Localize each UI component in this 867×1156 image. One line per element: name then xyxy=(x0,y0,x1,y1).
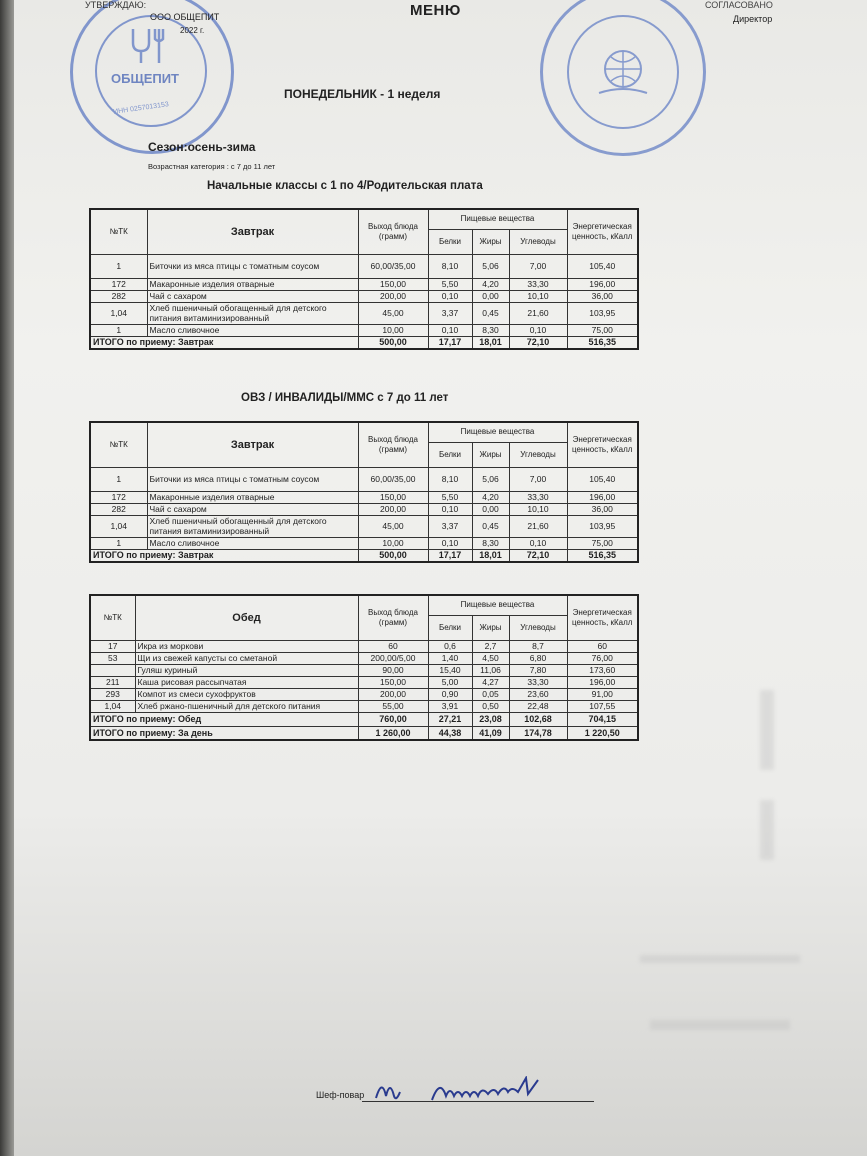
recipe-code: 1 xyxy=(90,254,147,278)
approve-year: 2022 г. xyxy=(180,26,205,35)
col-energy: Энергетическая ценность, кКалл xyxy=(567,422,638,467)
value-cell: 200,00 xyxy=(358,503,428,515)
value-cell: 150,00 xyxy=(358,491,428,503)
value-cell: 8,7 xyxy=(509,640,567,652)
col-nutrients: Пищевые вещества xyxy=(428,422,567,442)
col-yield: Выход блюда (грамм) xyxy=(358,595,428,640)
menu-title: МЕНЮ xyxy=(410,2,461,19)
table-row xyxy=(90,491,638,503)
approve-org: ООО ОБЩЕПИТ xyxy=(150,12,220,22)
value-cell: 105,40 xyxy=(567,254,638,278)
breakfast-table-ovz xyxy=(89,421,639,563)
total-cell: 704,15 xyxy=(567,712,638,726)
value-cell: 8,10 xyxy=(428,254,472,278)
total-label: ИТОГО по приему: Завтрак xyxy=(90,336,358,349)
day-total-cell: 44,38 xyxy=(428,726,472,740)
total-row xyxy=(90,549,638,562)
dish-name: Макаронные изделия отварные xyxy=(147,491,358,503)
company-stamp-inn: ИНН 0257013153 xyxy=(112,101,170,116)
value-cell: 23,60 xyxy=(509,688,567,700)
globe-book-icon xyxy=(591,39,655,103)
total-cell: 72,10 xyxy=(509,549,567,562)
dish-name: Хлеб ржано-пшеничный для детского питания xyxy=(135,700,358,712)
value-cell: 0,10 xyxy=(428,324,472,336)
dish-name: Каша рисовая рассыпчатая xyxy=(135,676,358,688)
value-cell: 15,40 xyxy=(428,664,472,676)
value-cell: 150,00 xyxy=(358,278,428,290)
table-row xyxy=(90,700,638,712)
agree-label: СОГЛАСОВАНО xyxy=(705,0,773,10)
col-fat: Жиры xyxy=(472,442,509,467)
breakfast-table-primary xyxy=(89,208,639,350)
col-yield: Выход блюда (грамм) xyxy=(358,422,428,467)
recipe-code: 1 xyxy=(90,324,147,336)
dish-name: Чай с сахаром xyxy=(147,290,358,302)
day-total-label: ИТОГО по приему: За день xyxy=(90,726,358,740)
value-cell: 5,06 xyxy=(472,467,509,491)
dish-name: Макаронные изделия отварные xyxy=(147,278,358,290)
value-cell: 2,7 xyxy=(472,640,509,652)
col-yield: Выход блюда (грамм) xyxy=(358,209,428,254)
value-cell: 5,06 xyxy=(472,254,509,278)
total-cell: 516,35 xyxy=(567,549,638,562)
value-cell: 6,80 xyxy=(509,652,567,664)
table-row xyxy=(90,302,638,324)
value-cell: 33,30 xyxy=(509,676,567,688)
value-cell: 107,55 xyxy=(567,700,638,712)
value-cell: 4,20 xyxy=(472,491,509,503)
dish-name: Гуляш куриный xyxy=(135,664,358,676)
bleed-through-mark xyxy=(650,1020,790,1030)
col-carbs: Углеводы xyxy=(509,442,567,467)
value-cell: 0,50 xyxy=(472,700,509,712)
day-title: ПОНЕДЕЛЬНИК - 1 неделя xyxy=(284,87,441,101)
total-cell: 760,00 xyxy=(358,712,428,726)
col-fat: Жиры xyxy=(472,615,509,640)
value-cell: 10,10 xyxy=(509,503,567,515)
value-cell: 5,50 xyxy=(428,491,472,503)
value-cell: 60,00/35,00 xyxy=(358,467,428,491)
meal-name: Завтрак xyxy=(147,209,358,254)
agree-role: Директор xyxy=(733,14,773,24)
value-cell: 11,06 xyxy=(472,664,509,676)
value-cell: 3,37 xyxy=(428,515,472,537)
value-cell: 0,10 xyxy=(428,503,472,515)
value-cell: 36,00 xyxy=(567,503,638,515)
table-row xyxy=(90,664,638,676)
col-energy: Энергетическая ценность, кКалл xyxy=(567,595,638,640)
value-cell: 21,60 xyxy=(509,302,567,324)
recipe-code: 1 xyxy=(90,467,147,491)
recipe-code: 1,04 xyxy=(90,302,147,324)
dish-name: Икра из моркови xyxy=(135,640,358,652)
section-title-ovz: ОВЗ / ИНВАЛИДЫ/ММС с 7 до 11 лет xyxy=(241,392,449,404)
dish-name: Масло сливочное xyxy=(147,537,358,549)
value-cell: 7,80 xyxy=(509,664,567,676)
value-cell: 196,00 xyxy=(567,491,638,503)
recipe-code: 293 xyxy=(90,688,135,700)
value-cell: 7,00 xyxy=(509,467,567,491)
value-cell: 10,10 xyxy=(509,290,567,302)
value-cell: 4,20 xyxy=(472,278,509,290)
bleed-through-mark xyxy=(760,690,774,770)
table-row xyxy=(90,467,638,491)
value-cell: 0,45 xyxy=(472,515,509,537)
recipe-code xyxy=(90,664,135,676)
total-cell: 23,08 xyxy=(472,712,509,726)
value-cell: 91,00 xyxy=(567,688,638,700)
value-cell: 196,00 xyxy=(567,676,638,688)
value-cell: 45,00 xyxy=(358,302,428,324)
value-cell: 196,00 xyxy=(567,278,638,290)
bleed-through-mark xyxy=(640,955,800,963)
company-stamp-text: ОБЩЕПИТ xyxy=(111,71,180,86)
value-cell: 0,45 xyxy=(472,302,509,324)
chef-signature xyxy=(372,1076,602,1106)
value-cell: 0,05 xyxy=(472,688,509,700)
value-cell: 60 xyxy=(358,640,428,652)
day-total-cell: 1 260,00 xyxy=(358,726,428,740)
dish-name: Масло сливочное xyxy=(147,324,358,336)
value-cell: 200,00/5,00 xyxy=(358,652,428,664)
dish-name: Компот из смеси сухофруктов xyxy=(135,688,358,700)
col-code: №ТК xyxy=(90,209,147,254)
value-cell: 0,10 xyxy=(509,537,567,549)
value-cell: 7,00 xyxy=(509,254,567,278)
recipe-code: 1,04 xyxy=(90,700,135,712)
total-cell: 18,01 xyxy=(472,549,509,562)
table-row xyxy=(90,652,638,664)
page-edge-shadow xyxy=(0,0,14,1156)
table-row xyxy=(90,324,638,336)
recipe-code: 1 xyxy=(90,537,147,549)
meal-name: Обед xyxy=(135,595,358,640)
table-row xyxy=(90,640,638,652)
recipe-code: 172 xyxy=(90,491,147,503)
total-cell: 500,00 xyxy=(358,549,428,562)
value-cell: 0,00 xyxy=(472,290,509,302)
value-cell: 0,10 xyxy=(428,537,472,549)
total-label: ИТОГО по приему: Завтрак xyxy=(90,549,358,562)
total-cell: 516,35 xyxy=(567,336,638,349)
value-cell: 3,37 xyxy=(428,302,472,324)
value-cell: 0,10 xyxy=(509,324,567,336)
value-cell: 8,30 xyxy=(472,324,509,336)
chef-label: Шеф-повар xyxy=(316,1090,365,1100)
value-cell: 5,00 xyxy=(428,676,472,688)
value-cell: 0,6 xyxy=(428,640,472,652)
value-cell: 8,30 xyxy=(472,537,509,549)
dish-name: Биточки из мяса птицы с томатным соусом xyxy=(147,467,358,491)
value-cell: 55,00 xyxy=(358,700,428,712)
recipe-code: 282 xyxy=(90,503,147,515)
total-cell: 27,21 xyxy=(428,712,472,726)
total-row xyxy=(90,336,638,349)
value-cell: 105,40 xyxy=(567,467,638,491)
value-cell: 103,95 xyxy=(567,302,638,324)
total-cell: 17,17 xyxy=(428,549,472,562)
dish-name: Хлеб пшеничный обогащенный для детского питания витаминизированный xyxy=(147,515,358,537)
value-cell: 21,60 xyxy=(509,515,567,537)
value-cell: 33,30 xyxy=(509,491,567,503)
value-cell: 5,50 xyxy=(428,278,472,290)
table-row xyxy=(90,278,638,290)
total-cell: 72,10 xyxy=(509,336,567,349)
dish-name: Хлеб пшеничный обогащенный для детского питания витаминизированный xyxy=(147,302,358,324)
bleed-through-mark xyxy=(760,800,774,860)
total-cell: 17,17 xyxy=(428,336,472,349)
col-nutrients: Пищевые вещества xyxy=(428,209,567,229)
value-cell: 4,50 xyxy=(472,652,509,664)
value-cell: 0,00 xyxy=(472,503,509,515)
table-row xyxy=(90,503,638,515)
value-cell: 173,60 xyxy=(567,664,638,676)
recipe-code: 211 xyxy=(90,676,135,688)
recipe-code: 172 xyxy=(90,278,147,290)
value-cell: 0,10 xyxy=(428,290,472,302)
cutlery-icon xyxy=(125,25,175,65)
value-cell: 33,30 xyxy=(509,278,567,290)
value-cell: 4,27 xyxy=(472,676,509,688)
table-row xyxy=(90,688,638,700)
value-cell: 10,00 xyxy=(358,537,428,549)
value-cell: 22,48 xyxy=(509,700,567,712)
value-cell: 90,00 xyxy=(358,664,428,676)
day-total-cell: 41,09 xyxy=(472,726,509,740)
value-cell: 75,00 xyxy=(567,324,638,336)
col-carbs: Углеводы xyxy=(509,615,567,640)
value-cell: 75,00 xyxy=(567,537,638,549)
col-carbs: Углеводы xyxy=(509,229,567,254)
value-cell: 60,00/35,00 xyxy=(358,254,428,278)
dish-name: Чай с сахаром xyxy=(147,503,358,515)
season: Сезон:осень-зима xyxy=(148,140,256,154)
value-cell: 0,90 xyxy=(428,688,472,700)
value-cell: 60 xyxy=(567,640,638,652)
col-code: №ТК xyxy=(90,595,135,640)
total-cell: 102,68 xyxy=(509,712,567,726)
col-protein: Белки xyxy=(428,615,472,640)
meal-name: Завтрак xyxy=(147,422,358,467)
table-row xyxy=(90,537,638,549)
day-total-cell: 1 220,50 xyxy=(567,726,638,740)
table-row xyxy=(90,254,638,278)
recipe-code: 17 xyxy=(90,640,135,652)
table-row xyxy=(90,515,638,537)
dish-name: Биточки из мяса птицы с томатным соусом xyxy=(147,254,358,278)
total-label: ИТОГО по приему: Обед xyxy=(90,712,358,726)
recipe-code: 282 xyxy=(90,290,147,302)
day-total-row xyxy=(90,726,638,740)
col-nutrients: Пищевые вещества xyxy=(428,595,567,615)
day-total-cell: 174,78 xyxy=(509,726,567,740)
col-code: №ТК xyxy=(90,422,147,467)
total-cell: 18,01 xyxy=(472,336,509,349)
col-protein: Белки xyxy=(428,229,472,254)
recipe-code: 1,04 xyxy=(90,515,147,537)
value-cell: 8,10 xyxy=(428,467,472,491)
value-cell: 200,00 xyxy=(358,688,428,700)
value-cell: 76,00 xyxy=(567,652,638,664)
dish-name: Щи из свежей капусты со сметаной xyxy=(135,652,358,664)
col-protein: Белки xyxy=(428,442,472,467)
section-title-primary: Начальные классы с 1 по 4/Родительская плата xyxy=(207,180,483,192)
lunch-table xyxy=(89,594,639,741)
table-row xyxy=(90,676,638,688)
value-cell: 45,00 xyxy=(358,515,428,537)
approve-label: УТВЕРЖДАЮ: xyxy=(85,0,147,10)
value-cell: 36,00 xyxy=(567,290,638,302)
col-energy: Энергетическая ценность, кКалл xyxy=(567,209,638,254)
value-cell: 200,00 xyxy=(358,290,428,302)
recipe-code: 53 xyxy=(90,652,135,664)
col-fat: Жиры xyxy=(472,229,509,254)
value-cell: 1,40 xyxy=(428,652,472,664)
value-cell: 150,00 xyxy=(358,676,428,688)
total-cell: 500,00 xyxy=(358,336,428,349)
total-row xyxy=(90,712,638,726)
age-category: Возрастная категория : с 7 до 11 лет xyxy=(148,162,276,171)
value-cell: 3,91 xyxy=(428,700,472,712)
table-row xyxy=(90,290,638,302)
value-cell: 103,95 xyxy=(567,515,638,537)
value-cell: 10,00 xyxy=(358,324,428,336)
